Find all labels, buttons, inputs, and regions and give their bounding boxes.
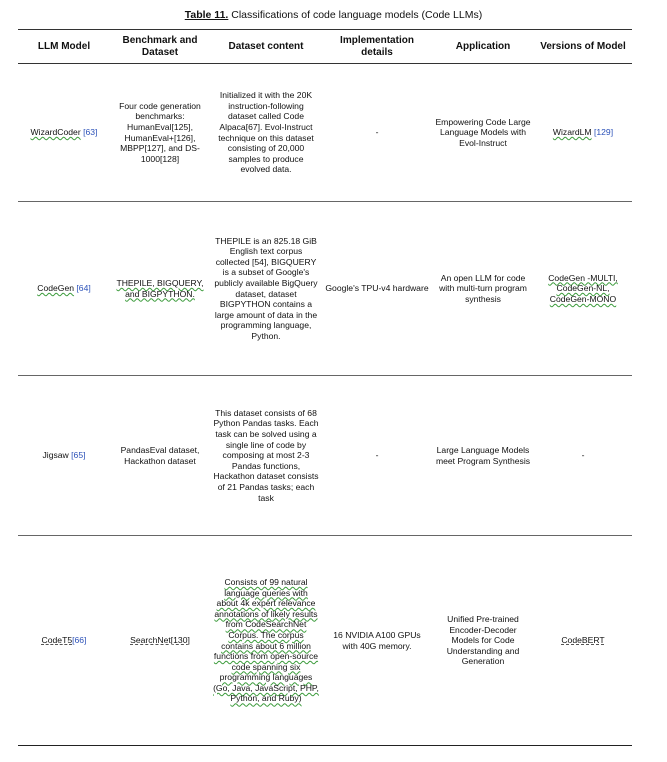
cell-benchmark: PandasEval dataset, Hackathon dataset bbox=[120, 444, 200, 466]
cell-model: CodeGen [64] bbox=[37, 283, 91, 294]
cell-model: WizardCoder [63] bbox=[30, 127, 98, 138]
cell-dataset-content: Initialized it with the 20K instruction-following dataset called Code Alpaca[67]. Evol-Instruct technique on this dataset consisting of 20,000 samples to produce evolved data. bbox=[218, 90, 314, 175]
cell-implementation: - bbox=[375, 127, 379, 138]
header-dataset-content: Dataset content bbox=[228, 40, 304, 52]
cell-versions: CodeGen -MULTI, CodeGen-NL, CodeGen-MONO bbox=[548, 272, 618, 304]
cell-benchmark: THEPILE, BIGQUERY, and BIGPYTHON. bbox=[116, 277, 204, 299]
header-benchmark: Benchmark and Dataset bbox=[122, 34, 198, 58]
cell-dataset-content: Consists of 99 natural language queries with about 4k expert relevance annotations of likely results from CodeSearchNet Corpus. The corpus contains about 6 million functions from open-source code spanning six programming languages (Go, Java, JavaScript, PHP, Python, and Ruby) bbox=[213, 576, 319, 704]
table-row bbox=[18, 202, 632, 376]
code-llm-table bbox=[18, 29, 632, 746]
table-number: Table 11. bbox=[184, 9, 229, 21]
table-header-row bbox=[18, 30, 632, 64]
table-title: Classifications of code language models (Code LLMs) bbox=[231, 9, 483, 21]
cell-implementation: Google's TPU-v4 hardware bbox=[325, 283, 429, 294]
table-caption bbox=[0, 9, 667, 21]
header-implementation: Implementation details bbox=[340, 34, 414, 58]
header-versions: Versions of Model bbox=[540, 40, 626, 52]
cell-implementation: - bbox=[375, 450, 379, 461]
cell-versions: WizardLM [129] bbox=[552, 127, 614, 138]
cell-benchmark: Four code generation benchmarks: HumanEval[125], HumanEval+[126], MBPP[127], and DS-1000[128] bbox=[119, 100, 201, 164]
cell-dataset-content: This dataset consists of 68 Python Pandas tasks. Each task can be solved using a single line of code by composing at most 2-3 Pandas functions, Hackathon dataset consists of 21 Pandas tasks; each task bbox=[213, 407, 319, 503]
cell-implementation: 16 NVIDIA A100 GPUs with 40G memory. bbox=[333, 629, 421, 651]
cell-application: Empowering Code Large Language Models with Evol-Instruct bbox=[435, 116, 531, 148]
cell-dataset-content: THEPILE is an 825.18 GiB English text corpus collected [54], BIGQUERY is a subset of Google's publicly available BigQuery dataset, dataset BIGPYTHON contains a large amount of data in the programming language, Python. bbox=[214, 235, 318, 341]
cell-versions: - bbox=[581, 450, 585, 461]
cell-model: CodeT5[66] bbox=[41, 635, 87, 646]
cell-versions: CodeBERT bbox=[561, 635, 605, 646]
cell-model: Jigsaw [65] bbox=[42, 450, 86, 461]
cell-benchmark: SearchNet[130] bbox=[130, 635, 190, 646]
header-llm-model: LLM Model bbox=[37, 40, 91, 52]
cell-application: Large Language Models meet Program Synthesis bbox=[435, 444, 531, 466]
cell-application: An open LLM for code with multi-turn program synthesis bbox=[439, 272, 527, 304]
table-row bbox=[18, 376, 632, 536]
table-row bbox=[18, 536, 632, 746]
header-application: Application bbox=[455, 40, 511, 52]
cell-application: Unified Pre-trained Encoder-Decoder Models for Code Understanding and Generation bbox=[446, 614, 520, 667]
table-row bbox=[18, 64, 632, 202]
